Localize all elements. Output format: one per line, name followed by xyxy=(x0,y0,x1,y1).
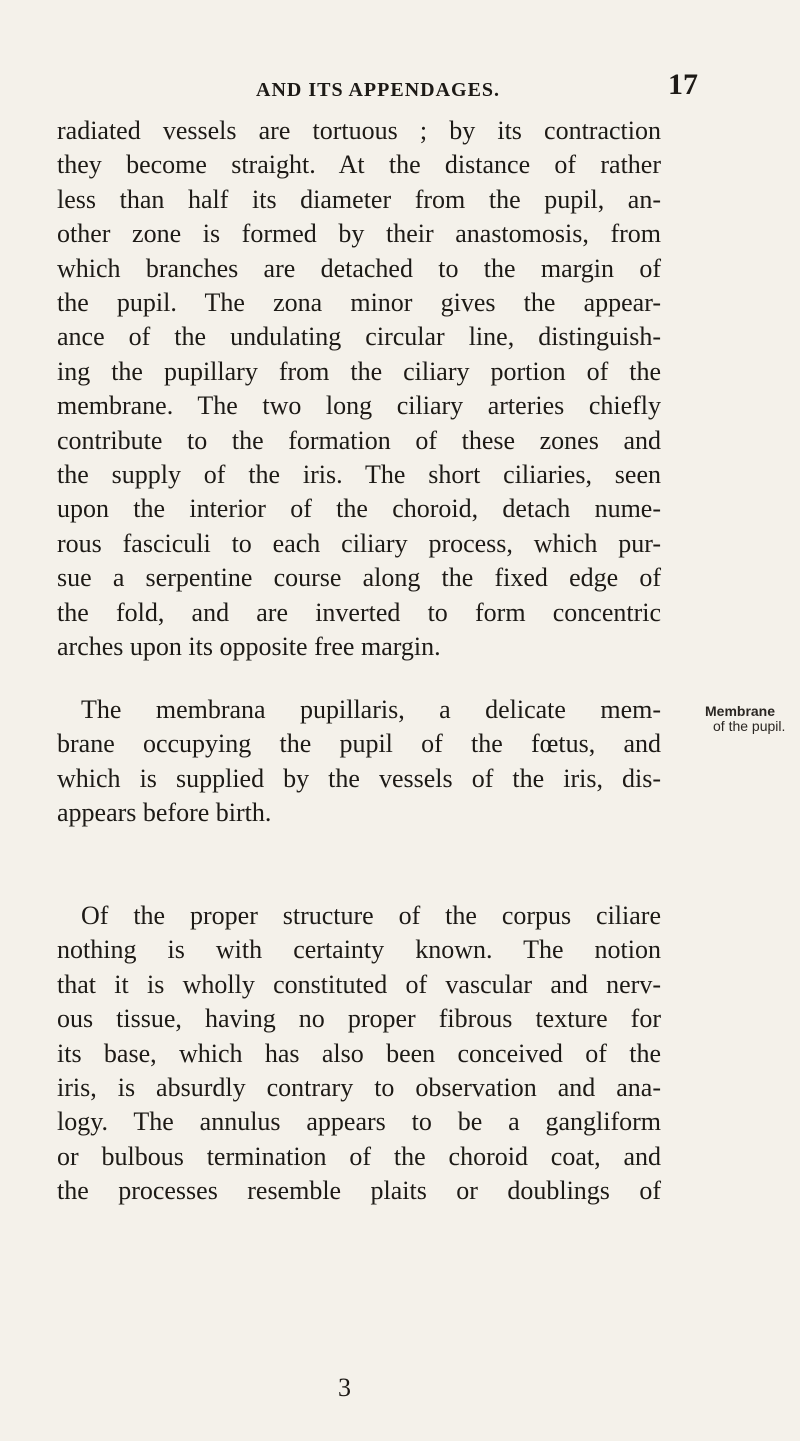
page-number: 17 xyxy=(668,68,698,101)
text-line: they become straight. At the distance of rather xyxy=(57,150,661,180)
margin-note-line: Membrane xyxy=(705,703,776,719)
text-line: the processes resemble plaits or doublings of xyxy=(57,1176,661,1206)
margin-note xyxy=(705,704,800,734)
text-line: nothing is with certainty known. The notion xyxy=(57,935,661,965)
text-line: ing the pupillary from the ciliary portion of the xyxy=(57,356,661,386)
text-line: that it is wholly constituted of vascular and nerv- xyxy=(57,969,661,999)
running-head: AND ITS APPENDAGES. xyxy=(256,79,501,101)
text-line: arches upon its opposite free margin. xyxy=(57,632,441,662)
text-line: appears before birth. xyxy=(57,798,272,828)
text-line: less than half its diameter from the pupil, an- xyxy=(57,184,661,214)
text-line: which is supplied by the vessels of the iris, dis- xyxy=(57,763,661,793)
text-line: Of the proper structure of the corpus ciliare xyxy=(81,901,661,930)
text-line: ous tissue, having no proper fibrous texture for xyxy=(57,1004,661,1034)
margin-note-line: of the pupil. xyxy=(713,718,786,734)
text-line: its base, which has also been conceived of the xyxy=(57,1038,661,1068)
text-line: The membrana pupillaris, a delicate mem- xyxy=(81,695,661,724)
text-line: brane occupying the pupil of the fœtus, and xyxy=(57,729,661,759)
text-line: the pupil. The zona minor gives the appear- xyxy=(57,288,661,318)
text-line: which branches are detached to the margin of xyxy=(57,253,661,283)
text-line: ance of the undulating circular line, distinguish- xyxy=(57,322,661,352)
text-line: sue a serpentine course along the fixed edge of xyxy=(57,563,661,593)
paragraph-3 xyxy=(57,899,661,1209)
text-line: upon the interior of the choroid, detach nume- xyxy=(57,494,661,524)
text-line: the fold, and are inverted to form concentric xyxy=(57,597,661,627)
signature-mark: 3 xyxy=(338,1373,351,1402)
text-line: iris, is absurdly contrary to observation and ana- xyxy=(57,1073,661,1103)
text-line: or bulbous termination of the choroid coat, and xyxy=(57,1141,661,1171)
text-line: the supply of the iris. The short ciliaries, seen xyxy=(57,460,661,490)
text-line: radiated vessels are tortuous ; by its contraction xyxy=(57,116,661,145)
paragraph-2 xyxy=(57,693,661,831)
text-line: rous fasciculi to each ciliary process, which pur- xyxy=(57,528,661,558)
paragraph-1 xyxy=(57,114,661,665)
text-line: other zone is formed by their anastomosis, from xyxy=(57,219,661,249)
text-line: membrane. The two long ciliary arteries chiefly xyxy=(57,391,661,421)
text-line: logy. The annulus appears to be a gangliform xyxy=(57,1107,661,1137)
text-line: contribute to the formation of these zones and xyxy=(57,425,661,455)
